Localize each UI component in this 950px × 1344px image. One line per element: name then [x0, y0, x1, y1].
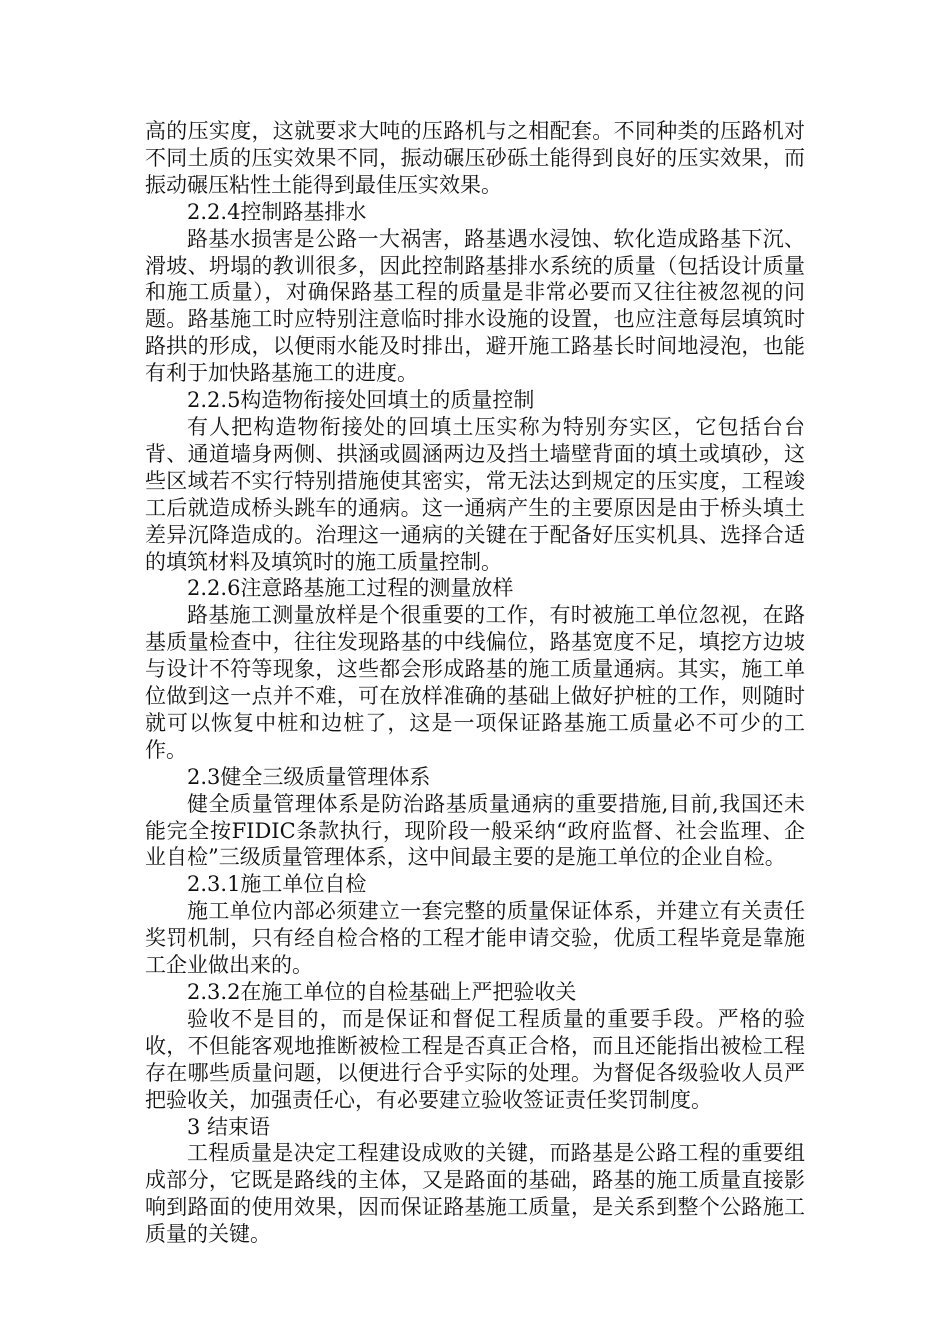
section-heading-2-3-2: 2.3.2在施工单位的自检基础上严把验收关	[187, 980, 577, 1004]
paragraph: 路基水损害是公路一大祸害，路基遇水浸蚀、软化造成路基下沉、滑坡、坍塌的教训很多，因此控制路基排水系统的质量（包括设计质量和施工质量），对确保路基工程的质量是非常必要而又往往被忽视的问题。路基施工时应特别注意临时排水设施的设置，也应注意每层填筑时路拱的形成，以便雨水能及时排出，避开施工路基长时间地浸泡，也能有利于加快路基施工的进度。	[145, 226, 805, 386]
section-heading-2-3-1: 2.3.1施工单位自检	[187, 872, 367, 897]
section-heading-2-3: 2.3健全三级质量管理体系	[187, 764, 431, 789]
section-heading-2-2-4: 2.2.4控制路基排水	[187, 199, 367, 224]
paragraph: 施工单位内部必须建立一套完整的质量保证体系，并建立有关责任奖罚机制，只有经自检合格的工程才能申请交验，优质工程毕竟是靠施工企业做出来的。	[145, 899, 805, 978]
paragraph: 工程质量是决定工程建设成败的关键，而路基是公路工程的重要组成部分，它既是路线的主体，又是路面的基础，路基的施工质量直接影响到路面的使用效果，因而保证路基施工质量，是关系到整个公路施工质量的关键。	[145, 1141, 805, 1247]
paragraph: 健全质量管理体系是防治路基质量通病的重要措施,目前,我国还未能完全按FIDIC条款执行，现阶段一般采纳“政府监督、社会监理、企业自检”三级质量管理体系，这中间最主要的是施工单位的企业自检。	[145, 791, 805, 870]
paragraph: 有人把构造物衔接处的回填土压实称为特别夯实区，它包括台台背、通道墙身两侧、拱涵或圆涵两边及挡土墙壁背面的填土或填砂，这些区域若不实行特别措施使其密实，常无法达到规定的压实度，工程竣工后就造成桥头跳车的通病。这一通病产生的主要原因是由于桥头填土差异沉降造成的。治理这一通病的关键在于配备好压实机具、选择合适的填筑材料及填筑时的施工质量控制。	[145, 414, 805, 574]
section-heading-3: 3 结束语	[187, 1114, 271, 1139]
paragraph: 路基施工测量放样是个很重要的工作，有时被施工单位忽视，在路基质量检查中，往往发现路基的中线偏位，路基宽度不足，填挖方边坡与设计不符等现象，这些都会形成路基的施工质量通病。其实，施工单位做到这一点并不难，可在放样准确的基础上做好护桩的工作，则随时就可以恢复中桩和边桩了，这是一项保证路基施工质量必不可少的工作。	[145, 603, 805, 762]
section-heading-2-2-5: 2.2.5构造物衔接处回填土的质量控制	[187, 388, 535, 413]
paragraph: 验收不是目的，而是保证和督促工程质量的重要手段。严格的验收，不但能客观地推断被检工程是否真正合格，而且还能指出被检工程存在哪些质量问题，以便进行合乎实际的处理。为督促各级验收人员严把验收关，加强责任心，有必要建立验收签证责任奖罚制度。	[145, 1006, 805, 1112]
paragraph-continued: 高的压实度，这就要求大吨的压路机与之相配套。不同种类的压路机对不同土质的压实效果不同，振动碾压砂砾土能得到良好的压实效果，而振动碾压粘性土能得到最佳压实效果。	[145, 119, 805, 197]
document-body	[145, 118, 805, 1248]
section-heading-2-2-6: 2.2.6注意路基施工过程的测量放样	[187, 576, 514, 601]
